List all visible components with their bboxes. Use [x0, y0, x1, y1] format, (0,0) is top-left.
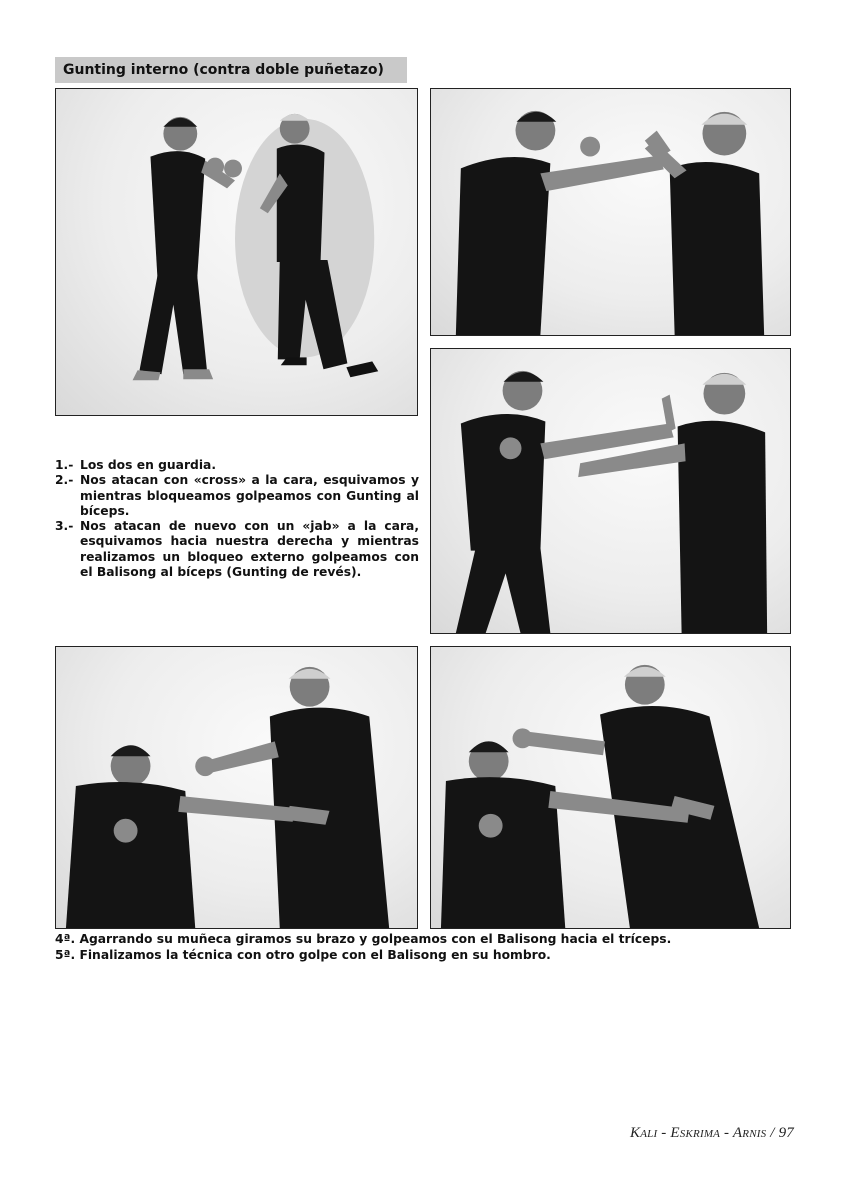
section-title: Gunting interno (contra doble puñetazo): [55, 57, 407, 83]
step-text: Nos atacan con «cross» a la cara, esquivamos y mientras bloqueamos golpeamos con Gunting al bíceps.: [80, 473, 419, 518]
footer-separator: /: [770, 1125, 775, 1141]
caption-4: 4ª. Agarrando su muñeca giramos su brazo y golpeamos con el Balisong hacia el tríceps.: [55, 932, 672, 946]
step-number: 3.-: [55, 519, 74, 534]
photo-step-5-shoulder: [430, 646, 791, 929]
step-item: [55, 519, 419, 580]
step-item: [55, 458, 419, 473]
step-number: 1.-: [55, 458, 74, 472]
caption-5: 5ª. Finalizamos la técnica con otro golpe con el Balisong en su hombro.: [55, 947, 551, 962]
step-number: 2.-: [55, 473, 74, 488]
photo-step-3-jab-block: [430, 348, 791, 634]
photo-step-1-guard: [55, 88, 418, 416]
steps-list: [55, 458, 419, 580]
step-text: Los dos en guardia.: [80, 458, 217, 472]
running-title: Kali - Eskrima - Arnis: [630, 1125, 767, 1141]
page-number: 97: [778, 1125, 794, 1141]
step-item: [55, 473, 419, 519]
photo-step-4-triceps: [55, 646, 418, 929]
step-text: Nos atacan de nuevo con un «jab» a la cara, esquivamos hacia nuestra derecha y mientras realizamos un bloqueo externo golpeamos con el Balisong al bíceps (Gunting de revés).: [80, 519, 419, 580]
photo-captions: [55, 932, 795, 963]
page-footer: [630, 1125, 794, 1142]
photo-step-2-cross-block: [430, 88, 791, 336]
